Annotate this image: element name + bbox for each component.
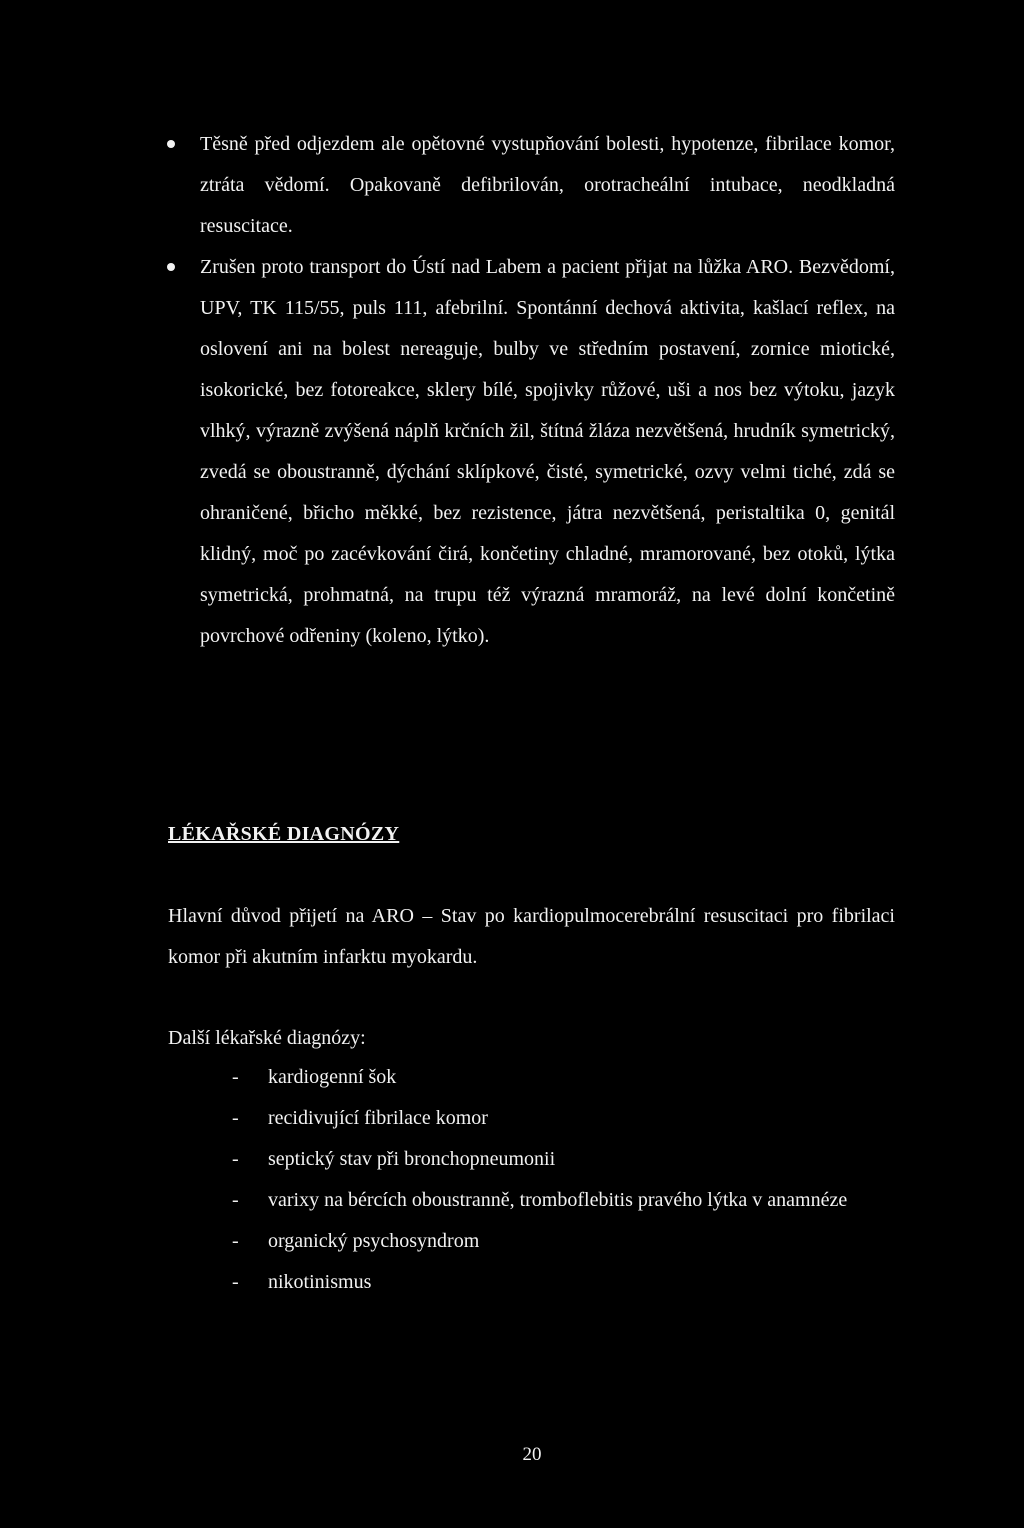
list-item — [232, 1262, 895, 1303]
dash-icon: - — [232, 1189, 239, 1211]
list-item — [232, 1180, 895, 1221]
diagnosis-text: varixy na bércích oboustranně, tromboflebitis pravého lýtka v anamnéze — [268, 1189, 848, 1211]
other-diagnoses-list — [232, 1057, 895, 1303]
bullet-text: Zrušen proto transport do Ústí nad Labem a pacient přijat na lůžka ARO. Bezvědomí, UPV, TK 115/55, puls 111, afebrilní. Spontánní dechová aktivita, kašlací reflex, na oslovení ani na bolest nereaguje, bulby ve středním postavení, zornice miotické, isokorické, bez fotoreakce, sklery bílé, spojivky růžové, uši a nos bez výtoku, jazyk vlhký, výrazně zvýšená náplň krčních žil, štítná žláza nezvětšená, hrudník symetrický, zvedá se oboustranně, dýchání sklípkové, čisté, symetrické, ozvy velmi tiché, zdá se ohraničené, břicho měkké, bez rezistence, játra nezvětšená, peristaltika 0, genitál klidný, moč po zacévkování čirá, končetiny chladné, mramorované, bez otoků, lýtka symetrická, prohmatná, na trupu též výrazná mramoráž, na levé dolní končetině povrchové odřeniny (koleno, lýtko). — [200, 256, 895, 647]
diagnosis-text: kardiogenní šok — [268, 1066, 397, 1088]
diagnosis-text: recidivující fibrilace komor — [268, 1107, 488, 1129]
dash-icon: - — [232, 1230, 239, 1252]
list-item — [165, 247, 895, 657]
diagnosis-text: organický psychosyndrom — [268, 1230, 480, 1252]
list-item — [232, 1221, 895, 1262]
other-diagnoses-label: Další lékařské diagnózy: — [168, 1027, 366, 1049]
list-item — [165, 124, 895, 247]
clinical-course-list — [165, 124, 895, 657]
main-diagnosis: Hlavní důvod přijetí na ARO – Stav po kardiopulmocerebrální resuscitaci pro fibrilaci komor při akutním infarktu myokardu. — [168, 905, 895, 968]
dash-icon: - — [232, 1148, 239, 1170]
bullet-icon — [167, 140, 175, 148]
section-heading: LÉKAŘSKÉ DIAGNÓZY — [168, 823, 400, 845]
page-number: 20 — [522, 1444, 542, 1465]
bullet-icon — [167, 263, 175, 271]
dash-icon: - — [232, 1107, 239, 1129]
list-item — [232, 1139, 895, 1180]
diagnosis-text: septický stav při bronchopneumonii — [268, 1148, 556, 1170]
dash-icon: - — [232, 1271, 239, 1293]
list-item — [232, 1098, 895, 1139]
list-item — [232, 1057, 895, 1098]
diagnosis-text: nikotinismus — [268, 1271, 372, 1293]
dash-icon: - — [232, 1066, 239, 1088]
bullet-text: Těsně před odjezdem ale opětovné vystupňování bolesti, hypotenze, fibrilace komor, ztráta vědomí. Opakovaně defibrilován, orotracheální intubace, neodkladná resuscitace. — [200, 133, 895, 237]
